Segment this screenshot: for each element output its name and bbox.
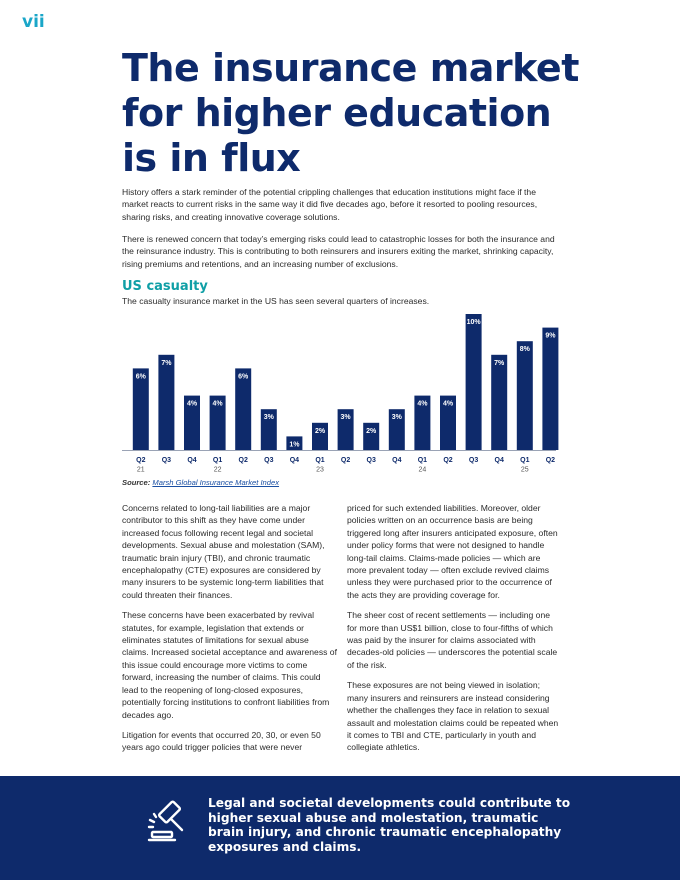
chart-data-label: 3% — [391, 414, 402, 422]
chart-bar — [158, 355, 174, 450]
body-paragraph: These concerns have been exacerbated by revival statutes, for example, legislation that extends or eliminates statutes of limitations for sexual abuse claims. Increased societal acceptance and awareness of this issue could encourage more victims to come forward, increasing the number of claims. This could lead to the reopening of long-closed exposures, potentially forcing institutions to confront liabilities from decades ago. — [122, 610, 337, 720]
chart-tick-label: Q2 — [443, 457, 453, 464]
chart-data-label: 4% — [417, 400, 428, 408]
chart-tick-label: Q4 — [494, 457, 504, 464]
chart-data-label: 4% — [212, 400, 223, 408]
chart-year-label: 21 — [136, 466, 145, 474]
section-subheading: The casualty insurance market in the US has seen several quarters of increases. — [122, 296, 430, 306]
page-title: The insurance market for higher education is in flux — [122, 46, 579, 180]
chart-tick-label: Q2 — [136, 457, 146, 464]
chart-year-label: 25 — [520, 466, 529, 474]
callout-text: Legal and societal developments could contribute to higher sexual abuse and molestation, traumatic brain injury, and chronic traumatic encephalopathy exposures and claims. — [208, 796, 571, 854]
chart-data-label: 9% — [545, 332, 556, 340]
chart-data-label: 6% — [135, 373, 146, 381]
intro-paragraph: History offers a stark reminder of the potential crippling challenges that education institutions might face if the market reacts to current risks in the same way it did five decades ago, before it resorted to pooling resources, sharing risks, and creating innovative coverage solutions. — [122, 187, 538, 222]
chart-bar — [466, 314, 482, 450]
body-paragraph: Concerns related to long-tail liabilities are a major contributor to this shift as they have come under increased focus following recent legal and societal developments. Sexual abuse and molestation (SAM), traumatic brain injury (TBI), and chronic traumatic encephalopathy (CTE) exposures are considered by many insurers to be systemic long-term liabilities that could threaten their finances. — [122, 503, 325, 600]
chart-source — [122, 478, 279, 487]
callout-banner — [0, 776, 680, 880]
chart-data-label: 2% — [366, 427, 377, 435]
chart-data-label: 7% — [494, 359, 505, 367]
chart-data-label: 3% — [263, 414, 274, 422]
chart-tick-label: Q1 — [315, 457, 325, 464]
page-number: vii — [22, 12, 45, 32]
chart-tick-label: Q4 — [392, 457, 402, 464]
body-column-right — [347, 502, 562, 762]
chart-bar — [133, 368, 149, 450]
source-link[interactable]: Marsh Global Insurance Market Index — [152, 478, 280, 487]
chart-data-label: 7% — [161, 359, 172, 367]
section-heading: US casualty — [122, 279, 208, 294]
chart-data-label: 8% — [519, 346, 530, 354]
chart-bar — [517, 341, 533, 450]
chart-tick-label: Q4 — [289, 457, 300, 464]
chart-data-label: 6% — [238, 373, 249, 381]
chart-tick-label: Q4 — [187, 457, 197, 464]
intro-paragraph: There is renewed concern that today’s emerging risks could lead to catastrophic losses for both the insurance and the reinsurance industry. This is contributing to both reinsurers and insurers exiting the market, shrinking capacity, rising premiums and retentions, and an increasing number of exclusions. — [122, 234, 555, 269]
chart-tick-label: Q3 — [161, 457, 172, 464]
chart-tick-label: Q2 — [238, 457, 248, 464]
chart-bar — [542, 328, 558, 450]
body-column-left — [122, 502, 337, 762]
source-label: Source: — [122, 478, 151, 487]
chart-tick-label: Q3 — [264, 457, 274, 464]
gavel-icon — [144, 798, 194, 848]
chart-tick-label: Q1 — [212, 457, 223, 464]
chart-data-label: 10% — [466, 319, 481, 326]
chart-tick-label: Q1 — [520, 457, 530, 464]
chart-data-label: 4% — [442, 400, 454, 408]
chart-bar — [235, 368, 251, 450]
chart-year-label: 24 — [418, 466, 427, 474]
chart-tick-label: Q2 — [340, 457, 351, 464]
chart-tick-label: Q1 — [417, 457, 428, 464]
chart-year-label: 22 — [213, 466, 222, 474]
casualty-bar-chart — [122, 308, 562, 476]
body-paragraph: priced for such extended liabilities. Moreover, older policies written on an occurrence basis are being triggered long after insurers anticipated exposure, often under policy forms that were not designed to handle long-tail claims. Claims-made policies — which are more prevalent today — often exclude revived claims unless they were purchased prior to the occurrence of the acts they are providing coverage for. — [347, 503, 558, 600]
chart-tick-label: Q3 — [468, 457, 479, 464]
chart-bar — [491, 355, 507, 450]
body-paragraph: The sheer cost of recent settlements — including one for more than US$1 billion, close to four-fifths of which was paid by the insurer for claims associated with decades-old policies — underscores the potential scale of the risk. — [347, 610, 558, 670]
body-paragraph: These exposures are not being viewed in isolation; many insurers and reinsurers are instead considering whether the challenges they face in relation to sexual assault and molestation claims could be repeated when it comes to TBI and CTE, particularly in youth and collegiate athletics. — [347, 680, 559, 753]
chart-data-label: 2% — [314, 427, 326, 435]
chart-data-label: 1% — [289, 441, 300, 449]
chart-data-label: 3% — [340, 414, 351, 422]
chart-tick-label: Q2 — [545, 457, 556, 464]
chart-year-label: 23 — [316, 466, 324, 474]
body-paragraph: Litigation for events that occurred 20, 30, or even 50 years ago could trigger policies that were never — [122, 729, 321, 753]
chart-data-label: 4% — [186, 400, 198, 408]
chart-tick-label: Q3 — [366, 457, 376, 464]
